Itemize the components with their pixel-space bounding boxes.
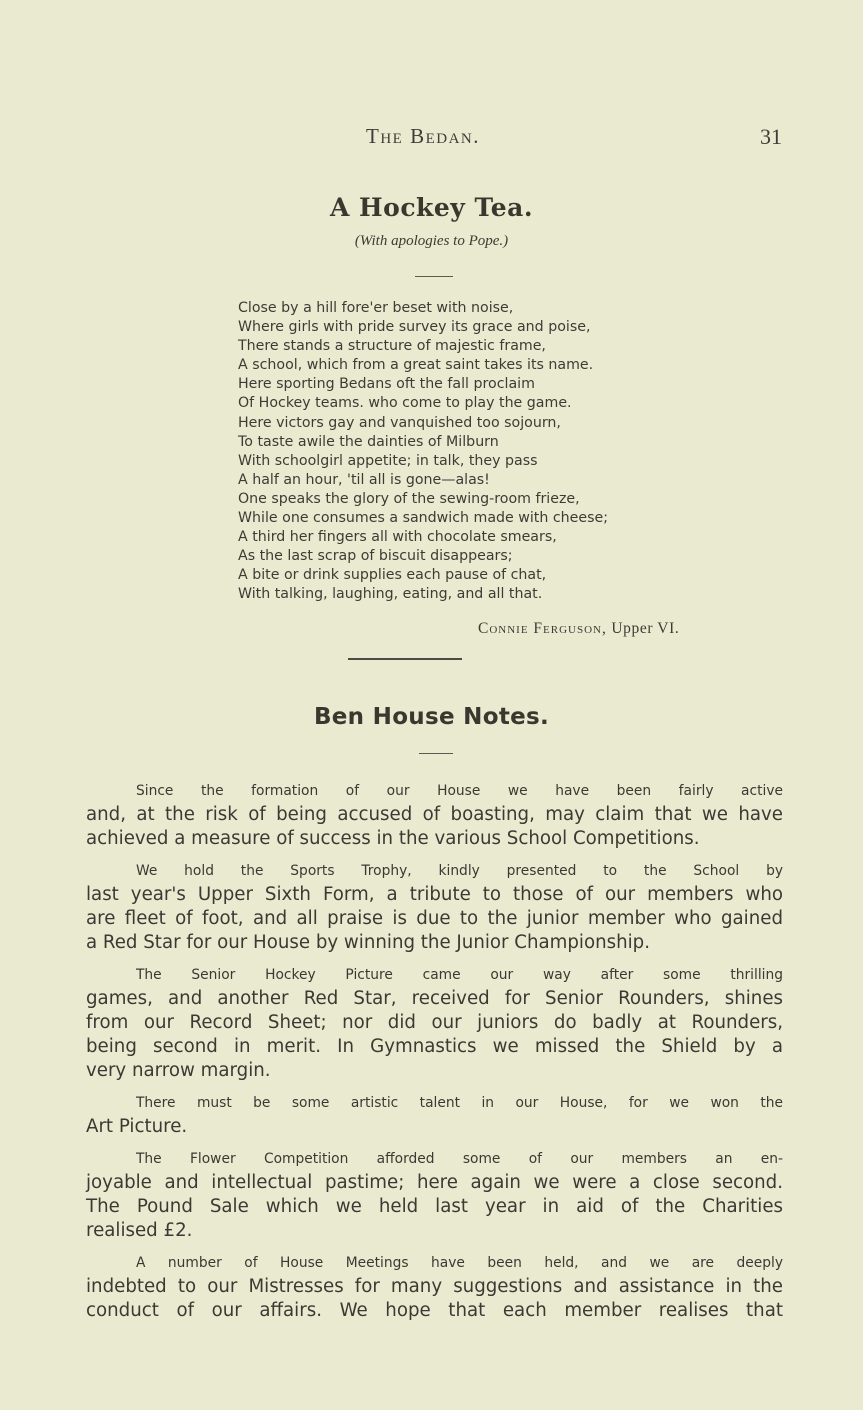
- text-line: joyable and intellectual pastime; here again we were a close second.: [86, 1172, 783, 1193]
- poem-line: There stands a structure of majestic frame,: [238, 338, 546, 355]
- text-line: achieved a measure of success in the various School Competitions.: [86, 828, 700, 849]
- poem-line: With talking, laughing, eating, and all that.: [238, 586, 543, 603]
- poem-line: Where girls with pride survey its grace and poise,: [238, 319, 591, 336]
- text-line: a Red Star for our House by winning the Junior Championship.: [86, 932, 651, 953]
- text-line: conduct of our affairs. We hope that each member realises that: [86, 1300, 783, 1321]
- poem-line: Of Hockey teams. who come to play the game.: [238, 395, 572, 412]
- page-number: 31: [760, 124, 782, 149]
- poem-line: To taste awile the dainties of Milburn: [238, 433, 499, 450]
- section-title: Ben House Notes.: [313, 704, 550, 730]
- text-line: We hold the Sports Trophy, kindly presented to the School by: [136, 863, 783, 879]
- text-line: The Senior Hockey Picture came our way after some thrilling: [136, 967, 783, 983]
- poem-line: Here victors gay and vanquished too sojourn,: [238, 414, 561, 431]
- author-name: Connie Ferguson,: [478, 620, 607, 637]
- poem-title: A Hockey Tea.: [329, 193, 534, 222]
- text-line: A number of House Meetings have been held, and we are deeply: [136, 1255, 783, 1271]
- text-line: games, and another Red Star, received for Senior Rounders, shines: [86, 988, 783, 1009]
- author-form: Upper VI.: [611, 620, 680, 637]
- text-line: The Pound Sale which we held last year in aid of the Charities: [86, 1196, 783, 1217]
- text-line: realised £2.: [86, 1220, 193, 1241]
- poem-line: While one consumes a sandwich made with cheese;: [238, 510, 609, 527]
- text-line: Since the formation of our House we have been fairly active: [136, 783, 783, 799]
- paragraph: [86, 963, 783, 1083]
- section-divider: [348, 658, 462, 660]
- text-line: The Flower Competition afforded some of our members an en-: [136, 1151, 783, 1167]
- poem-author: [478, 620, 679, 638]
- section-title-rule: [419, 753, 453, 754]
- poem-line: A half an hour, 'til all is gone—alas!: [238, 471, 490, 488]
- poem-line: A bite or drink supplies each pause of chat,: [238, 567, 547, 584]
- text-line: Art Picture.: [86, 1116, 188, 1137]
- paragraph: [86, 1147, 783, 1243]
- poem-line: Here sporting Bedans oft the fall proclaim: [238, 376, 535, 393]
- paragraph: [86, 1251, 783, 1323]
- poem-line: One speaks the glory of the sewing-room frieze,: [238, 490, 580, 507]
- text-line: being second in merit. In Gymnastics we missed the Shield by a: [86, 1036, 783, 1057]
- poem-line: A school, which from a great saint takes its name.: [238, 357, 594, 374]
- text-line: last year's Upper Sixth Form, a tribute to those of our members who: [86, 884, 783, 905]
- text-line: and, at the risk of being accused of boasting, may claim that we have: [86, 804, 783, 825]
- poem-subtitle: (With apologies to Pope.): [354, 233, 509, 249]
- poem-line: As the last scrap of biscuit disappears;: [238, 548, 513, 565]
- text-line: are fleet of foot, and all praise is due to the junior member who gained: [86, 908, 783, 929]
- running-head: [0, 124, 863, 154]
- poem-line: Close by a hill fore'er beset with noise,: [238, 300, 514, 316]
- text-line: There must be some artistic talent in our House, for we won the: [136, 1095, 783, 1111]
- paragraph: [86, 1091, 783, 1139]
- text-line: indebted to our Mistresses for many suggestions and assistance in the: [86, 1276, 783, 1297]
- poem-title-rule: [415, 276, 453, 277]
- paragraph: [86, 859, 783, 955]
- article-body: [86, 779, 783, 1331]
- poem-body: [238, 299, 758, 605]
- poem-line: With schoolgirl appetite; in talk, they pass: [238, 452, 538, 469]
- paragraph: [86, 779, 783, 851]
- text-line: from our Record Sheet; nor did our juniors do badly at Rounders,: [86, 1012, 783, 1033]
- poem-line: A third her fingers all with chocolate smears,: [238, 529, 557, 546]
- text-line: very narrow margin.: [86, 1060, 271, 1081]
- running-title: The Bedan.: [366, 124, 480, 148]
